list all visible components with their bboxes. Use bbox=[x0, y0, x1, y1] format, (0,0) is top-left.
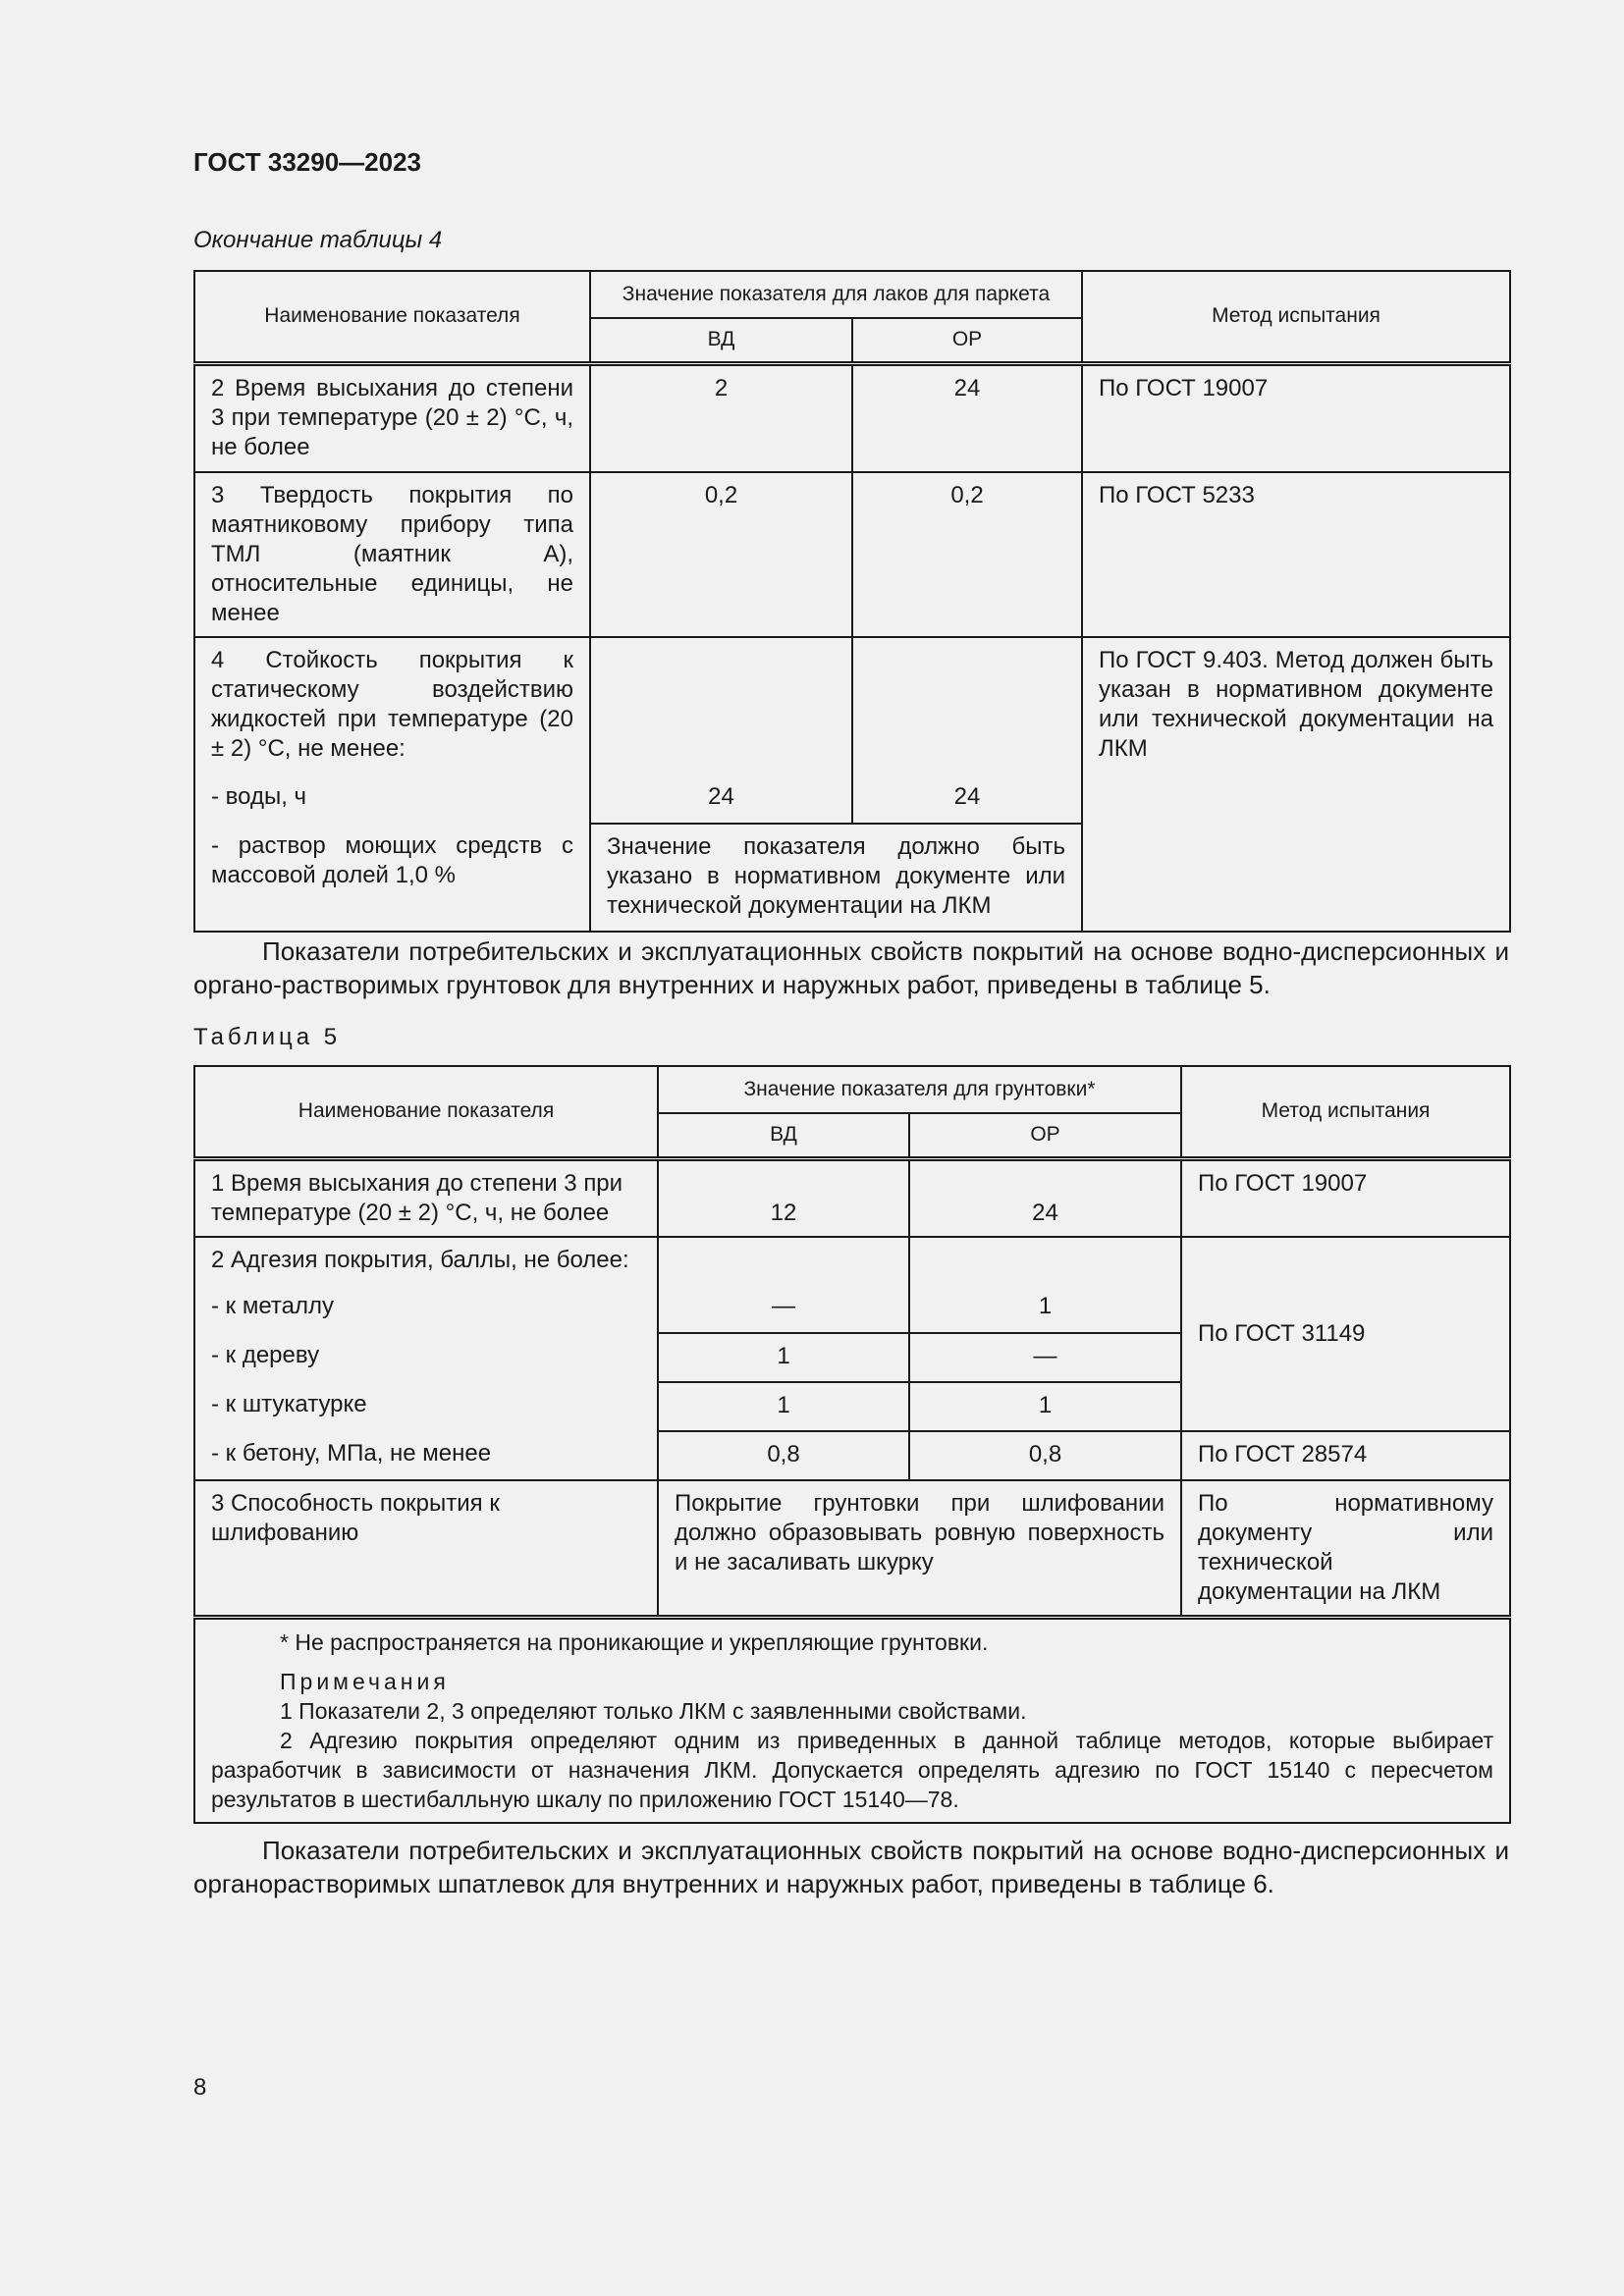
cell-method: По ГОСТ 19007 bbox=[1181, 1158, 1510, 1237]
table-row bbox=[194, 472, 1510, 637]
cell-vd: 1 bbox=[658, 1382, 909, 1431]
cell-method: По нормативному документу или технической документации на ЛКМ bbox=[1181, 1480, 1510, 1618]
table-row bbox=[194, 1431, 1510, 1480]
t4-header-method: Метод испытания bbox=[1082, 271, 1510, 363]
table-row bbox=[194, 637, 1510, 774]
cell-method: По ГОСТ 19007 bbox=[1082, 363, 1510, 472]
table5-caption: Таблица 5 bbox=[193, 1024, 342, 1050]
cell-vd: 0,8 bbox=[658, 1431, 909, 1480]
t4-header-or: ОР bbox=[852, 318, 1082, 363]
note-2: 2 Адгезию покрытия определяют одним из приведенных в данной таблице методов, которые выбирает разработчик в зависимости от назначения ЛКМ. Допускается определять адгезию по ГОСТ 15140 с пересчетом результатов в шестибалльную шкалу по приложению ГОСТ 15140—78. bbox=[211, 1727, 1493, 1812]
cell-or: — bbox=[909, 1333, 1181, 1382]
table4-caption: Окончание таблицы 4 bbox=[193, 227, 443, 253]
cell-or: 0,2 bbox=[852, 472, 1082, 637]
cell-name: 1 Время высыхания до степени 3 при температуре (20 ± 2) °С, ч, не более bbox=[194, 1158, 658, 1237]
t5-header-vd: ВД bbox=[658, 1113, 909, 1158]
t5-header-name: Наименование показателя bbox=[194, 1066, 658, 1158]
cell-value-merged: Покрытие грунтовки при шлифовании должно образовывать ровную поверхность и не засаливать шкурку bbox=[658, 1480, 1181, 1618]
cell-method: По ГОСТ 28574 bbox=[1181, 1431, 1510, 1480]
table-5 bbox=[193, 1065, 1511, 1824]
cell-name: - раствор моющих средств с массовой долей 1,0 % bbox=[194, 824, 590, 932]
paragraph-2: Показатели потребительских и эксплуатационных свойств покрытий на основе водно-дисперсионных и органорастворимых шпатлевок для внутренних и наружных работ, приведены в таблице 6. bbox=[193, 1836, 1509, 1898]
cell-or: 24 bbox=[909, 1158, 1181, 1237]
cell-name: 2 Адгезия покрытия, баллы, не более: bbox=[194, 1237, 658, 1284]
cell-name: - к металлу bbox=[194, 1284, 658, 1333]
page-number: 8 bbox=[193, 2074, 207, 2101]
note-1: 1 Показатели 2, 3 определяют только ЛКМ с заявленными свойствами. bbox=[280, 1697, 1027, 1724]
cell-or: 24 bbox=[852, 363, 1082, 472]
table-row bbox=[194, 1158, 1510, 1237]
cell-vd: 0,2 bbox=[590, 472, 852, 637]
t5-header-value-group: Значение показателя для грунтовки* bbox=[658, 1066, 1181, 1113]
paragraph-1: Показатели потребительских и эксплуатационных свойств покрытий на основе водно-дисперсионных и органо-растворимых грунтовок для внутренних и наружных работ, приведены в таблице 5. bbox=[193, 936, 1509, 999]
cell-name: 2 Время высыхания до степени 3 при температуре (20 ± 2) °С, ч, не более bbox=[194, 363, 590, 472]
t5-header-method: Метод испытания bbox=[1181, 1066, 1510, 1158]
table-row bbox=[194, 363, 1510, 472]
notes-title: Примечания bbox=[280, 1668, 450, 1694]
document-header: ГОСТ 33290—2023 bbox=[193, 147, 421, 177]
t4-header-name: Наименование показателя bbox=[194, 271, 590, 363]
table-4 bbox=[193, 270, 1511, 933]
cell-name: 3 Способность покрытия к шлифованию bbox=[194, 1480, 658, 1618]
table5-notes bbox=[194, 1617, 1510, 1823]
cell-vd: 24 bbox=[590, 774, 852, 824]
cell-name: - к штукатурке bbox=[194, 1382, 658, 1431]
table-row bbox=[194, 1237, 1510, 1284]
cell-method: По ГОСТ 5233 bbox=[1082, 472, 1510, 637]
cell-name: - к дереву bbox=[194, 1333, 658, 1382]
cell-name: 3 Твердость покрытия по маятниковому прибору типа ТМЛ (маятник А), относительные единицы, не менее bbox=[194, 472, 590, 637]
cell-method: По ГОСТ 9.403. Метод должен быть указан в нормативном документе или технической документации на ЛКМ bbox=[1082, 637, 1510, 932]
table-row bbox=[194, 1480, 1510, 1618]
cell-method: По ГОСТ 31149 bbox=[1181, 1237, 1510, 1431]
cell-name: - воды, ч bbox=[194, 774, 590, 824]
t4-header-value-group: Значение показателя для лаков для паркета bbox=[590, 271, 1082, 318]
cell-vd: — bbox=[658, 1284, 909, 1333]
cell-or: 1 bbox=[909, 1284, 1181, 1333]
cell-name: - к бетону, МПа, не менее bbox=[194, 1431, 658, 1480]
cell-or: 0,8 bbox=[909, 1431, 1181, 1480]
cell-vd: 12 bbox=[658, 1158, 909, 1237]
cell-or: 24 bbox=[852, 774, 1082, 824]
cell-value-merged: Значение показателя должно быть указано в нормативном документе или технической документации на ЛКМ bbox=[590, 824, 1082, 932]
cell-vd: 1 bbox=[658, 1333, 909, 1382]
cell-or: 1 bbox=[909, 1382, 1181, 1431]
t5-header-or: ОР bbox=[909, 1113, 1181, 1158]
table5-footnote: * Не распространяется на проникающие и укрепляющие грунтовки. bbox=[280, 1629, 989, 1655]
cell-name: 4 Стойкость покрытия к статическому воздействию жидкостей при температуре (20 ± 2) °С, не менее: bbox=[194, 637, 590, 774]
cell-vd: 2 bbox=[590, 363, 852, 472]
t4-header-vd: ВД bbox=[590, 318, 852, 363]
